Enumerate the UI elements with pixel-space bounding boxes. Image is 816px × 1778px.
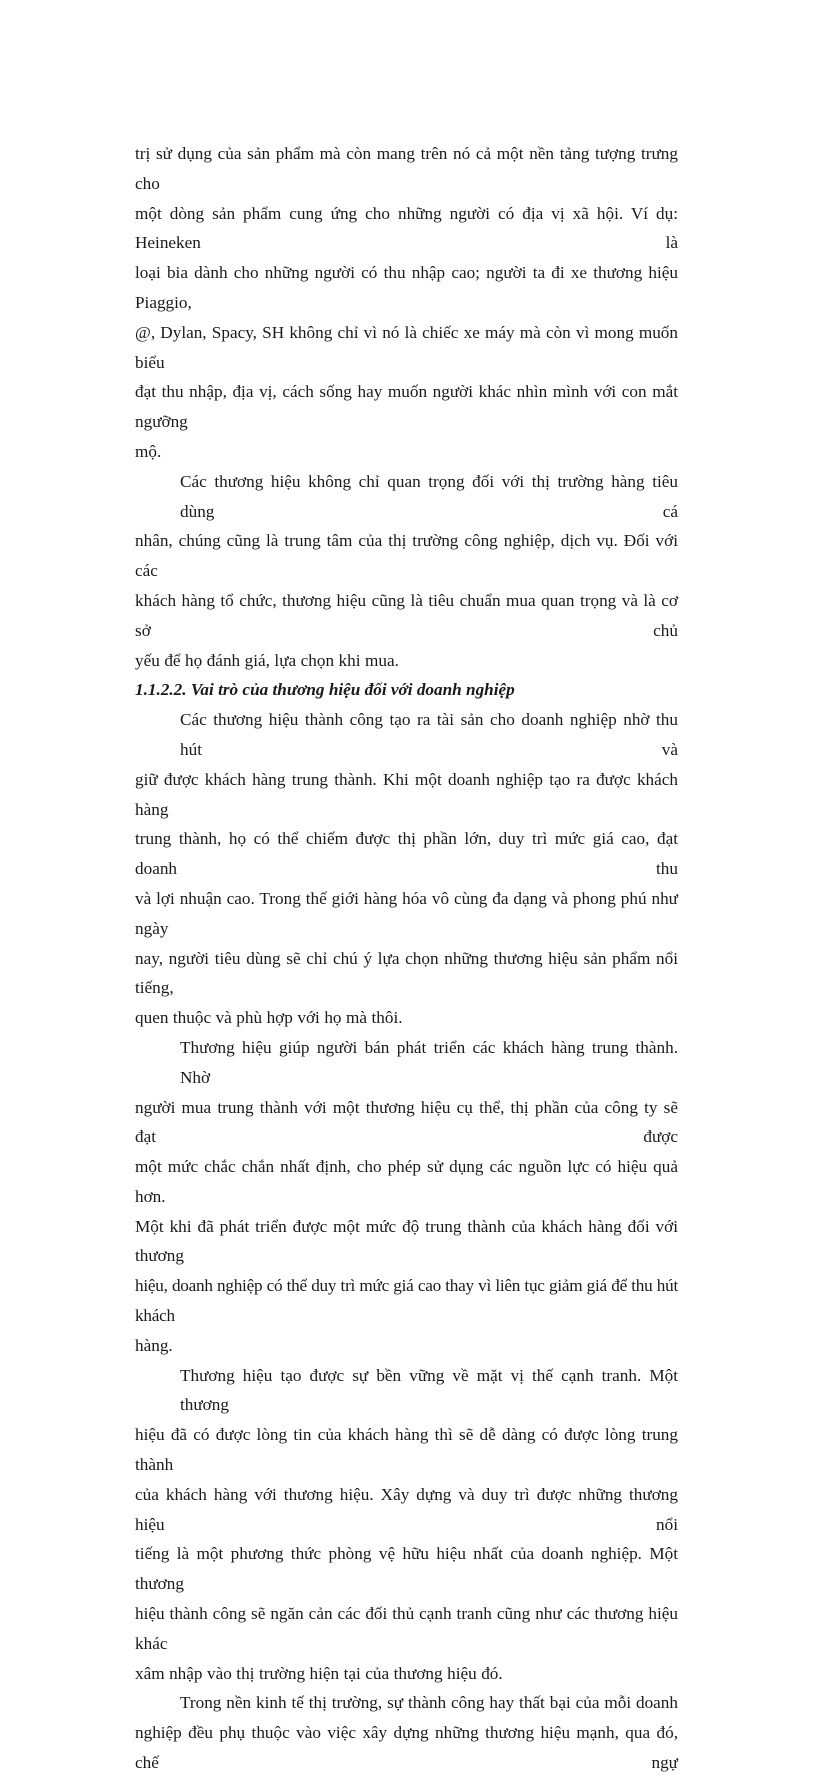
text-line: và lợi nhuận cao. Trong thế giới hàng hóa vô cùng đa dạng và phong phú như ngày bbox=[135, 888, 678, 938]
paragraph-continuation bbox=[135, 139, 678, 467]
text-line-last: xâm nhập vào thị trường hiện tại của thương hiệu đó. bbox=[135, 1663, 503, 1683]
text-line: của khách hàng với thương hiệu. Xây dựng và duy trì được những thương hiệu nổi bbox=[135, 1484, 678, 1534]
text-line: Trong nền kinh tế thị trường, sự thành công hay thất bại của mỗi doanh bbox=[180, 1693, 678, 1713]
paragraph-brand-assets bbox=[135, 705, 678, 1033]
text-line: Một khi đã phát triển được một mức độ trung thành của khách hàng đối với thương bbox=[135, 1216, 678, 1266]
text-line: nghiệp đều phụ thuộc vào việc xây dựng những thương hiệu mạnh, qua đó, chế ngự bbox=[135, 1723, 678, 1773]
paragraph-competitive-position bbox=[135, 1361, 678, 1689]
text-line: trung thành, họ có thể chiếm được thị phần lớn, duy trì mức giá cao, đạt doanh thu bbox=[135, 829, 678, 879]
text-line: hiệu đã có được lòng tin của khách hàng thì sẽ dễ dàng có được lòng trung thành bbox=[135, 1425, 678, 1475]
text-line: đạt thu nhập, địa vị, cách sống hay muốn người khác nhìn mình với con mắt ngưỡng bbox=[135, 382, 678, 432]
paragraph-market-economy bbox=[135, 1688, 678, 1777]
text-line: giữ được khách hàng trung thành. Khi một doanh nghiệp tạo ra được khách hàng bbox=[135, 769, 678, 819]
text-line: người mua trung thành với một thương hiệu cụ thể, thị phần của công ty sẽ đạt được bbox=[135, 1097, 678, 1147]
text-line: trị sử dụng của sản phẩm mà còn mang trên nó cả một nền tảng tượng trưng cho bbox=[135, 144, 678, 193]
text-line: Thương hiệu tạo được sự bền vững về mặt vị thế cạnh tranh. Một thương bbox=[180, 1365, 678, 1415]
paragraph-loyal-customers bbox=[135, 1033, 678, 1361]
text-line: một dòng sản phẩm cung ứng cho những người có địa vị xã hội. Ví dụ: Heineken là bbox=[135, 203, 678, 253]
text-line: @, Dylan, Spacy, SH không chỉ vì nó là chiếc xe máy mà còn vì mong muốn biểu bbox=[135, 322, 678, 372]
text-line: Thương hiệu giúp người bán phát triển các khách hàng trung thành. Nhờ bbox=[180, 1037, 678, 1087]
text-line-last: hàng. bbox=[135, 1335, 173, 1355]
paragraph-brands-industrial bbox=[135, 467, 678, 676]
text-line: hiệu thành công sẽ ngăn cản các đối thủ cạnh tranh cũng như các thương hiệu khác bbox=[135, 1604, 678, 1653]
text-line-last: mộ. bbox=[135, 441, 162, 461]
text-line-last: quen thuộc và phù hợp với họ mà thôi. bbox=[135, 1008, 403, 1028]
text-line: tiếng là một phương thức phòng vệ hữu hiệu nhất của doanh nghiệp. Một thương bbox=[135, 1544, 678, 1594]
text-line: nhân, chúng cũng là trung tâm của thị trường công nghiệp, dịch vụ. Đối với các bbox=[135, 531, 678, 581]
section-heading: 1.1.2.2. Vai trò của thương hiệu đối với doanh nghiệp bbox=[135, 680, 515, 700]
text-line: hiệu, doanh nghiệp có thể duy trì mức giá cao thay vì liên tục giảm giá để thu hút khách bbox=[135, 1276, 678, 1326]
text-line-last: yếu để họ đánh giá, lựa chọn khi mua. bbox=[135, 650, 399, 670]
page-content bbox=[135, 139, 678, 1778]
text-line: khách hàng tổ chức, thương hiệu cũng là tiêu chuẩn mua quan trọng và là cơ sở chủ bbox=[135, 590, 678, 640]
text-line: loại bia dành cho những người có thu nhập cao; người ta đi xe thương hiệu Piaggio, bbox=[135, 263, 678, 312]
text-line: Các thương hiệu không chỉ quan trọng đối với thị trường hàng tiêu dùng cá bbox=[180, 471, 678, 521]
text-line: một mức chắc chắn nhất định, cho phép sử dụng các nguồn lực có hiệu quả hơn. bbox=[135, 1157, 678, 1206]
text-line: nay, người tiêu dùng sẽ chỉ chú ý lựa chọn những thương hiệu sản phẩm nổi tiếng, bbox=[135, 948, 678, 998]
text-line: Các thương hiệu thành công tạo ra tài sản cho doanh nghiệp nhờ thu hút và bbox=[180, 710, 678, 759]
